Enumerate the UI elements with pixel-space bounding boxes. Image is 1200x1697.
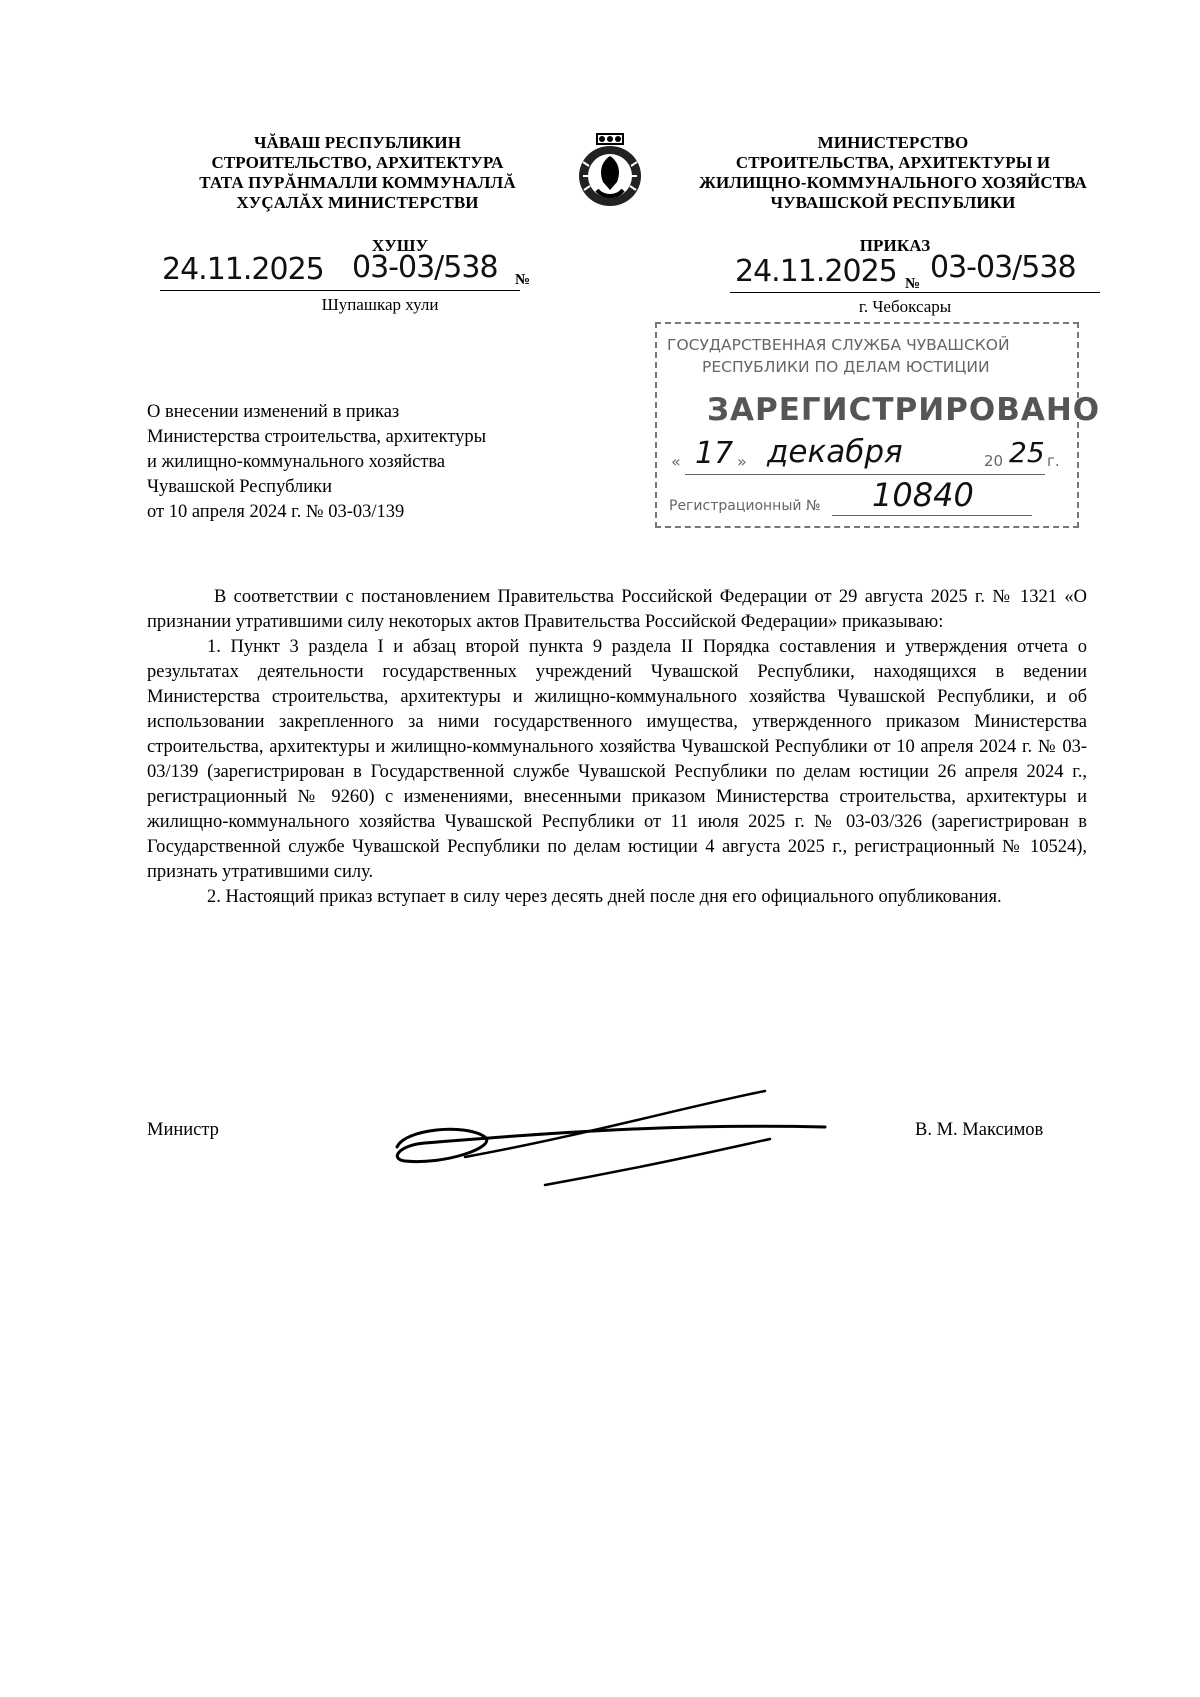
header-right-line: СТРОИТЕЛЬСТВА, АРХИТЕКТУРЫ И (735, 153, 1051, 172)
header-left-no-sign: № (515, 272, 531, 288)
subject-line: и жилищно-коммунального хозяйства (147, 452, 446, 472)
header-left-line: ХУÇАЛĂХ МИНИСТЕРСТВИ (236, 193, 479, 212)
stamp-quote-close: » (737, 452, 747, 471)
header-right-line: ЖИЛИЩНО-КОММУНАЛЬНОГО ХОЗЯЙСТВА (699, 173, 1087, 192)
header-left-date-underline (160, 290, 520, 291)
subject-line: Чувашской Республики (147, 477, 333, 497)
header-right-date-underline (730, 292, 1100, 293)
body-item-2-paragraph: 2. Настоящий приказ вступает в силу через десять дней после дня его официального опубликования. (207, 887, 1002, 907)
order-body (147, 585, 1087, 910)
header-right-line: ЧУВАШСКОЙ РЕСПУБЛИКИ (770, 193, 1016, 212)
coat-of-arms-emblem (575, 132, 645, 212)
stamp-quote-open: « (671, 452, 681, 471)
header-right-organization (668, 133, 1118, 213)
stamp-day-handwritten: 17 (695, 436, 734, 471)
signatory-name: В. М. Максимов (915, 1120, 1044, 1140)
subject-line: О внесении изменений в приказ (147, 402, 400, 422)
header-left-organization (150, 133, 565, 213)
header-left-line: ТАТА ПУРĂНМАЛЛИ КОММУНАЛЛĂ (199, 173, 516, 192)
stamp-registered-title: ЗАРЕГИСТРИРОВАНО (707, 392, 1101, 428)
stamp-year-handwritten: 25 (1009, 436, 1045, 469)
header-right-city: г. Чебоксары (858, 297, 952, 316)
header-left-doc-type: ХУШУ (371, 236, 429, 255)
stamp-reg-underline (832, 515, 1032, 516)
header-right-number-handwritten: 03-03/538 (930, 250, 1076, 285)
header-left-city: Шупашкар хули (321, 295, 439, 314)
header-left-number-handwritten: 03-03/538 (352, 250, 498, 285)
header-left-line: ЧĂВАШ РЕСПУБЛИКИН (253, 133, 462, 152)
stamp-year-suffix: г. (1047, 452, 1060, 470)
order-subject (147, 400, 607, 525)
body-intro-paragraph: В соответствии с постановлением Правительства Российской Федерации от 29 августа 2025 г. № 1321 «О признании утратившими силу некоторых актов Правительства Российской Федерации» приказываю: (147, 587, 1087, 632)
body-item-1-paragraph: 1. Пункт 3 раздела I и абзац второй пункта 9 раздела II Порядка составления и утверждения отчета о результатах деятельности государственных учреждений Чувашской Республики, находящихся в ведении Министерства строительства, архитектуры и жилищно-коммунального хозяйства Чувашской Республики, и об использовании закрепленного за ними государственного имущества, утвержденного приказом Министерства строительства, архитектуры и жилищно-коммунального хозяйства Чувашской Республики от 10 апреля 2024 г. № 03-03/139 (зарегистрирован в Государственной службе Чувашской Республики по делам юстиции 26 апреля 2024 г., регистрационный № 9260) с изменениями, внесенными приказом Министерства строительства, архитектуры и жилищно-коммунального хозяйства Чувашской Республики от 11 июля 2025 г. № 03-03/326 (зарегистрирован в Государственной службе Чувашской Республики по делам юстиции 4 августа 2025 г., регистрационный № 10524), признать утратившими силу. (147, 637, 1087, 882)
stamp-date-underline (685, 474, 1045, 475)
stamp-reg-label: Регистрационный № (669, 498, 821, 514)
signatory-position: Министр (147, 1120, 219, 1140)
header-left-date-handwritten: 24.11.2025 (162, 252, 324, 287)
subject-line: Министерства строительства, архитектуры (147, 427, 487, 447)
registration-stamp (655, 322, 1101, 528)
subject-line: от 10 апреля 2024 г. № 03-03/139 (147, 502, 405, 522)
header-right-line: МИНИСТЕРСТВО (817, 133, 969, 152)
header-left-line: СТРОИТЕЛЬСТВО, АРХИТЕКТУРА (211, 153, 504, 172)
stamp-agency-line: РЕСПУБЛИКИ ПО ДЕЛАМ ЮСТИЦИИ (702, 358, 990, 376)
stamp-reg-number-handwritten: 10840 (872, 476, 974, 514)
header-right-no-sign: № (905, 276, 921, 292)
header-right-date-handwritten: 24.11.2025 (735, 254, 897, 289)
stamp-month-handwritten: декабря (767, 434, 903, 470)
header-right-doc-type: ПРИКАЗ (859, 236, 931, 255)
stamp-agency-line: ГОСУДАРСТВЕННАЯ СЛУЖБА ЧУВАШСКОЙ (667, 336, 1010, 354)
handwritten-signature (385, 1085, 845, 1195)
stamp-year-prefix: 20 (984, 452, 1004, 470)
